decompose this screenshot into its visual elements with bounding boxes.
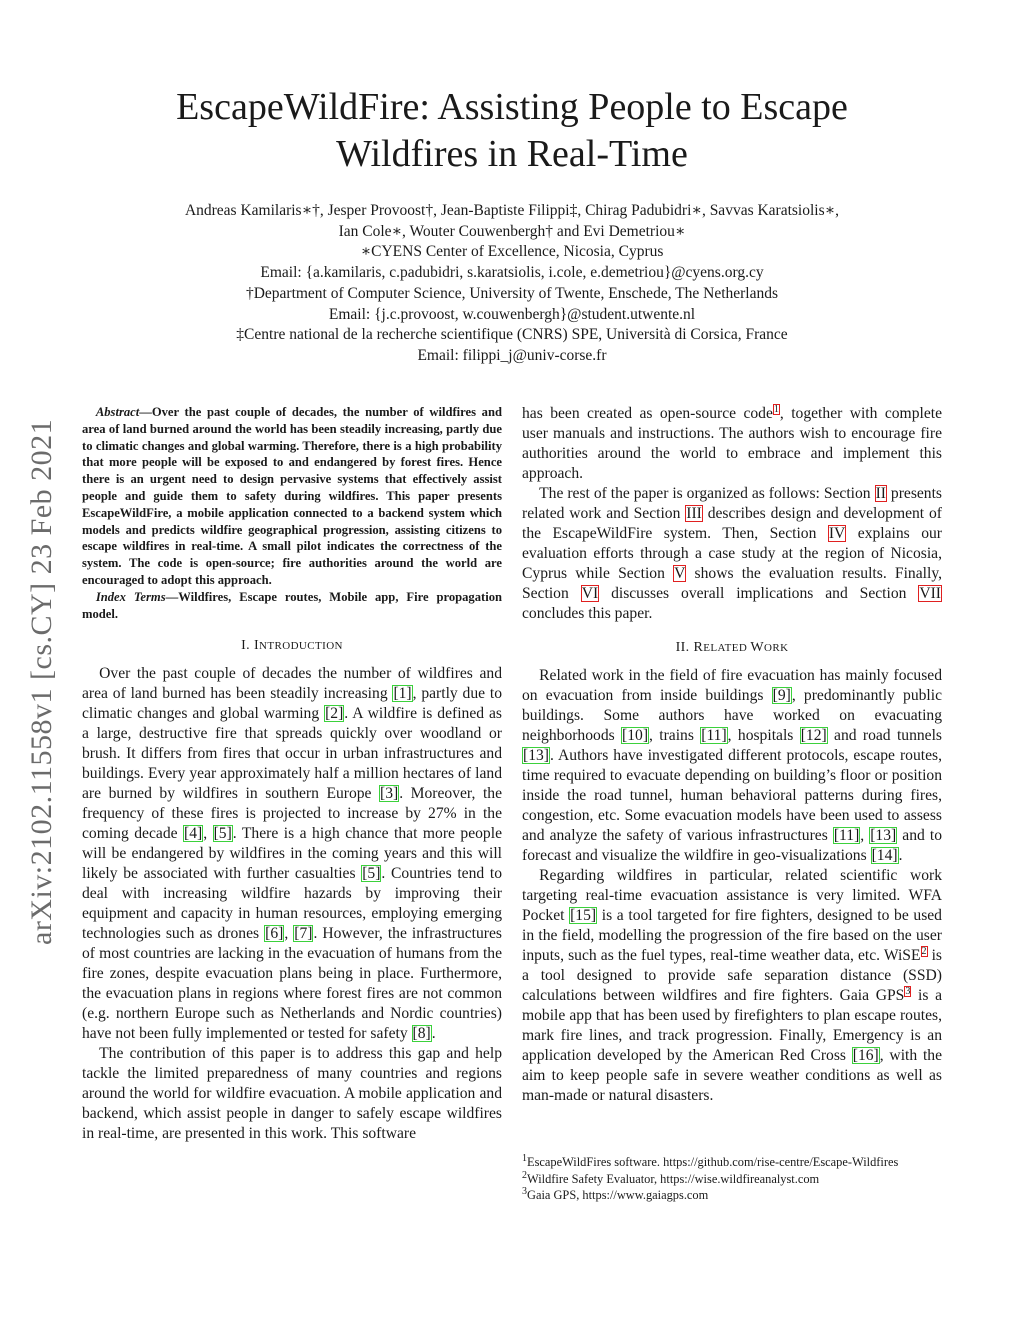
affiliation-3: ‡Centre national de la recherche scientifique (CNRS) SPE, Università di Corsica, France bbox=[236, 326, 788, 344]
citation-link[interactable]: [15] bbox=[570, 907, 597, 924]
footnote-1: $^1$EscapeWildFires software. https://github.com/rise-centre/Escape-Wildfires bbox=[522, 1152, 899, 1169]
email-2: Email: {j.c.provoost, w.couwenbergh}@student.utwente.nl bbox=[328, 305, 696, 323]
related-work-paragraph-1: Related work in the field of fire evacuation has mainly focused on evacuation from inside buildings [9], predominantly public buildings. Some authors have worked on evacuating neighborhoods [10], trains [11], hospitals [12] and road tunnels [13]. Authors have investigated different protocols, escape routes, time required to evacuate depending on building’s floor or position inside the road tunnel, human behavioral patterns during fires, congestion, etc. Some evacuation models have been used to assess and analyze the safety of various infrastructures [11], [13] and to forecast and visualize the wildfire in geo-visualizations [14]. bbox=[522, 667, 943, 864]
section-link[interactable]: VI bbox=[581, 585, 599, 602]
citation-link[interactable]: [13] bbox=[870, 827, 897, 844]
citation-link[interactable]: [8] bbox=[412, 1025, 431, 1043]
index-terms-label: Index Terms bbox=[95, 589, 166, 604]
abstract-text: —Over the past couple of decades, the number of wildfires and area of land burned around the world has been steadily increasing, partly due to climatic changes and global warming. Therefore, there is a high probability that more people will be exposed to and endangered by forest fires. Hence there is an urgent need to design pervasive systems that effectively assist people and guide them to safety during wildfires. This paper presents EscapeWildFire, a mobile application connected to a backend system which models and predicts wildfire geographical progression, assisting citizens to escape wildfires in real-time. A small pilot indicates the correctness of the system. The code is open-source; fire authorities around the world are encouraged to adopt this approach. bbox=[82, 405, 502, 587]
title-line-1: EscapeWildFire: Assisting People to Escape bbox=[176, 86, 848, 128]
citation-link[interactable]: [12] bbox=[800, 727, 827, 744]
citation-link[interactable]: [14] bbox=[871, 847, 898, 864]
footnote-2: $^2$Wildfire Safety Evaluator, https://wise.wildfireanalyst.com bbox=[522, 1169, 820, 1186]
authors-line-2: Ian Cole∗, Wouter Couwenbergh† and Evi Demetriou∗ bbox=[338, 222, 686, 240]
citation-link[interactable]: [5] bbox=[362, 865, 381, 883]
footnote-link[interactable]: 3 bbox=[905, 985, 911, 997]
section-heading-introduction: I. INTRODUCTION bbox=[241, 638, 343, 654]
citation-link[interactable]: [7] bbox=[294, 925, 313, 943]
section-link[interactable]: V bbox=[674, 565, 686, 582]
footnote-link[interactable]: 2 bbox=[921, 945, 927, 957]
section-link[interactable]: VII bbox=[919, 585, 941, 602]
index-terms-text: —Wildfires, Escape routes, Mobile app, Fire propagation model. bbox=[82, 589, 503, 621]
citation-link[interactable]: [2] bbox=[325, 705, 344, 723]
section-heading-related-work: II. RELATED WORK bbox=[675, 640, 789, 655]
related-work-paragraph-2: Regarding wildfires in particular, related scientific work targeting real-time evacuation assistance is very limited. WFA Pocket [15] is a tool targeted for fire fighters, designed to be used in the field, modelling the progression of the fire based on the user inputs, such as the fuel types, real-time weather data, etc. WiSE$^2$ is a tool designed to provide safe separation distance (SSD) calculations between wildfires and fire fighters. Gaia GPS$^3$ is a mobile app that has been used by firefighters to plan escape routes, mark fire lines, and track progression. Finally, Emergency is an application developed by the American Red Cross [16], with the aim to keep people safe in severe weather conditions as well as man-made or natural disasters. bbox=[522, 867, 943, 1104]
left-column bbox=[82, 404, 502, 1144]
citation-link[interactable]: [1] bbox=[393, 685, 412, 703]
citation-link[interactable]: [3] bbox=[380, 785, 399, 803]
paper-title bbox=[80, 84, 944, 178]
footnotes bbox=[522, 1154, 952, 1204]
citation-link[interactable]: [6] bbox=[265, 925, 284, 943]
authors-line-1: Andreas Kamilaris∗†, Jesper Provoost†, Jean-Baptiste Filippi‡, Chirag Padubidri∗, Savvas Karatsiolis∗, bbox=[184, 202, 840, 219]
email-1: Email: {a.kamilaris, c.padubidri, s.karatsiolis, i.cole, e.demetriou}@cyens.org.cy bbox=[260, 264, 764, 282]
abstract-label: Abstract bbox=[95, 405, 140, 419]
author-block bbox=[90, 201, 934, 367]
citation-link[interactable]: [16] bbox=[852, 1047, 879, 1064]
affiliation-1: ∗CYENS Center of Excellence, Nicosia, Cyprus bbox=[360, 243, 664, 261]
right-column bbox=[522, 404, 942, 1106]
citation-link[interactable]: [11] bbox=[701, 727, 727, 744]
citation-link[interactable]: [4] bbox=[184, 825, 203, 843]
footnote-link[interactable]: 1 bbox=[773, 403, 779, 415]
citation-link[interactable]: [9] bbox=[772, 687, 791, 704]
section-link[interactable]: II bbox=[875, 485, 886, 502]
section-link[interactable]: III bbox=[686, 505, 702, 522]
section-link[interactable]: IV bbox=[828, 525, 846, 542]
citation-link[interactable]: [5] bbox=[213, 825, 232, 843]
organization-paragraph: The rest of the paper is organized as follows: Section II presents related work and Section III describes design and development of the EscapeWildFire system. Then, Section IV explains our evaluation efforts through a case study at the region of Nicosia, Cyprus while Section V shows the evaluation results. Finally, Section VI discusses overall implications and Section VII concludes this paper. bbox=[522, 485, 943, 622]
intro-paragraph-1: Over the past couple of decades the number of wildfires and area of land burned has been steadily increasing [1], partly due to climatic changes and global warming [2]. A wildfire is defined as a large, destructive fire that spreads quickly over woodland or brush. It differs from fires that occur in urban infrastructures and buildings. Every year approximately half a million hectares of land are burned by wildfires in southern Europe [3]. Moreover, the frequency of these fires is projected to increase by 27% in the coming decade [4], [5]. There is a high chance that more people will be endangered by wildfires in the coming years and this will likely be associated with further casualties [5]. Countries tend to deal with increasing wildfire hazards by improving their equipment and capacity in human resources, employing emerging technologies such as drones [6], [7]. However, the infrastructures of most countries are lacking in the evacuation of humans from the fire zones, despite evacuation plans being in place. Furthermore, the evacuation plans in regions where forest fires are not common (e.g. northern Europe such as Netherlands and Nordic countries) have not been fully implemented or tested for safety [8]. bbox=[82, 665, 502, 1043]
abstract bbox=[82, 404, 502, 622]
affiliation-2: †Department of Computer Science, University of Twente, Enschede, The Netherlands bbox=[245, 284, 779, 302]
citation-link[interactable]: [13] bbox=[523, 747, 549, 764]
citation-link[interactable]: [11] bbox=[833, 827, 860, 844]
email-3: Email: filippi_j@univ-corse.fr bbox=[417, 346, 607, 364]
citation-link[interactable]: [10] bbox=[622, 727, 649, 744]
intro-paragraph-continued: has been created as open-source code$^1$, together with complete user manuals and instructions. The authors wish to encourage fire authorities around the world to embrace and implement this approach. bbox=[522, 403, 942, 482]
footnote-3: $^3$Gaia GPS, https://www.gaiagps.com bbox=[522, 1185, 709, 1202]
title-line-2: Wildfires in Real-Time bbox=[336, 133, 688, 175]
intro-paragraph-2: The contribution of this paper is to address this gap and help tackle the limited preparedness of many countries and regions around the world for wildfire evacuation. A mobile application and backend, which assist people in danger to safely escape wildfires in real-time, are presented in this work. This software bbox=[82, 1045, 502, 1143]
arxiv-identifier: arXiv:2102.11558v1 [cs.CY] 23 Feb 2021 bbox=[25, 418, 58, 945]
